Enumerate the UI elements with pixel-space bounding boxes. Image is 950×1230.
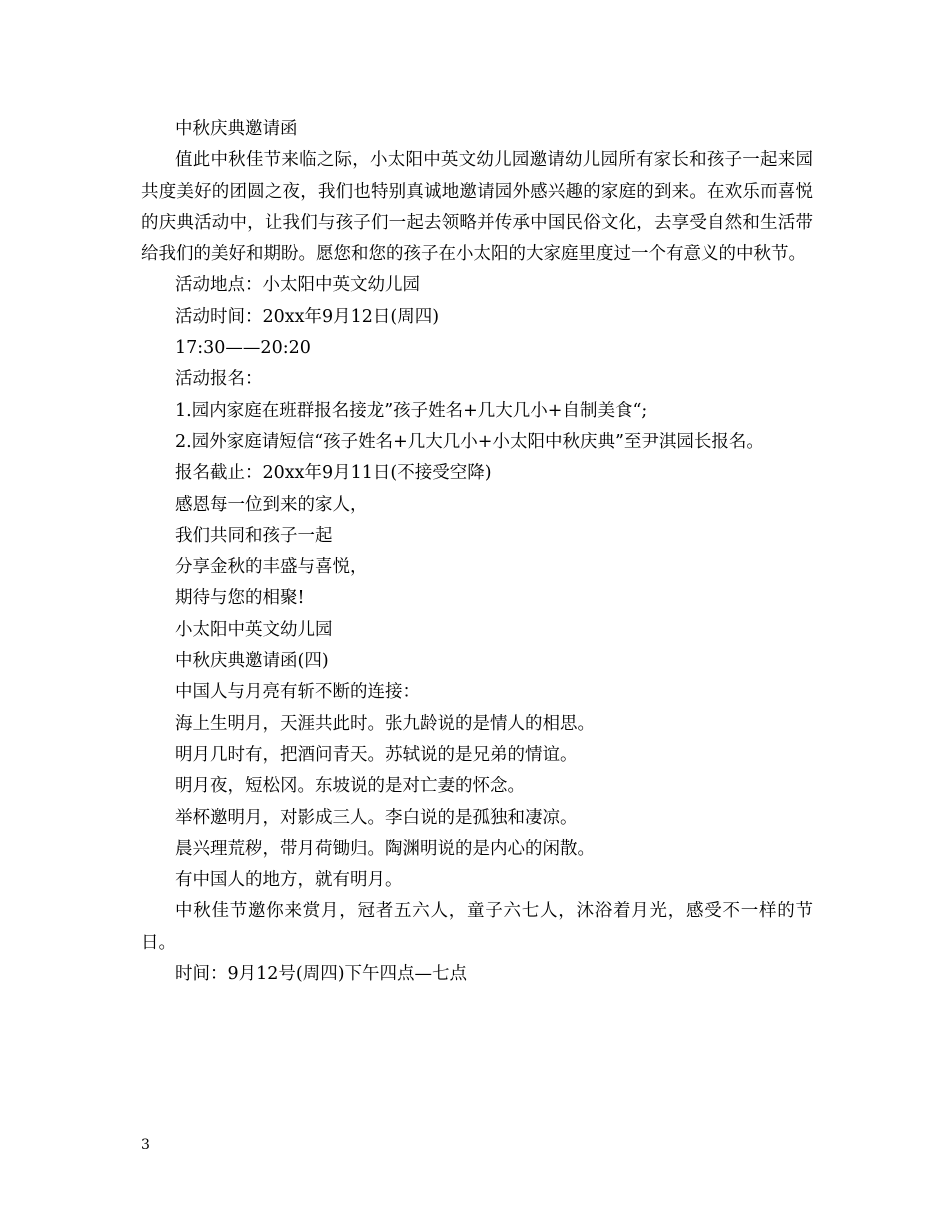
paragraph-invitation: 中秋佳节邀你来赏月，冠者五六人，童子六七人，沐浴着月光，感受不一样的节日。 <box>141 901 813 953</box>
paragraph-registration-1: 1.园内家庭在班群报名接龙”孩子姓名+几大几小+自制美食“; <box>175 400 648 421</box>
paragraph-poem-5: 晨兴理荒秽，带月荷锄归。陶渊明说的是内心的闲散。 <box>175 838 595 859</box>
paragraph-deadline: 报名截止：20xx年9月11日(不接受空降) <box>175 463 492 484</box>
paragraph-date: 活动时间：20xx年9月12日(周四) <box>175 306 440 327</box>
paragraph-moon-summary: 有中国人的地方，就有明月。 <box>175 870 403 891</box>
page-number: 3 <box>141 1137 150 1153</box>
paragraph-moon-intro: 中国人与月亮有斩不断的连接： <box>175 682 420 703</box>
paragraph-signature: 小太阳中英文幼儿园 <box>175 619 333 640</box>
paragraph-location: 活动地点：小太阳中英文幼儿园 <box>175 275 420 296</box>
paragraph-thanks-4: 期待与您的相聚! <box>175 588 305 609</box>
paragraph-title: 中秋庆典邀请函 <box>175 119 298 139</box>
paragraph-registration-2: 2.园外家庭请短信“孩子姓名+几大几小+小太阳中秋庆典”至尹淇园长报名。 <box>175 431 764 452</box>
paragraph-intro: 值此中秋佳节来临之际，小太阳中英文幼儿园邀请幼儿园所有家长和孩子一起来园共度美好的团圆之夜，我们也特别真诚地邀请园外感兴趣的家庭的到来。在欢乐而喜悦的庆典活动中，让我们与孩子们一起去领略并传承中国民俗文化，去享受自然和生活带给我们的美好和期盼。愿您和您的孩子在小太阳的大家庭里度过一个有意义的中秋节。 <box>141 150 813 265</box>
paragraph-event-time: 时间：9月12号(周四)下午四点—七点 <box>175 964 468 985</box>
paragraph-thanks-3: 分享金秋的丰盛与喜悦， <box>175 557 368 578</box>
paragraph-thanks-1: 感恩每一位到来的家人， <box>175 494 368 515</box>
paragraph-thanks-2: 我们共同和孩子一起 <box>175 525 333 546</box>
paragraph-poem-3: 明月夜，短松冈。东坡说的是对亡妻的怀念。 <box>175 776 525 797</box>
paragraph-title-4: 中秋庆典邀请函(四) <box>175 651 329 672</box>
paragraph-time: 17:30——20:20 <box>175 338 311 359</box>
paragraph-poem-1: 海上生明月，天涯共此时。张九龄说的是情人的相思。 <box>175 713 595 734</box>
paragraph-registration: 活动报名： <box>175 369 263 390</box>
document-body <box>141 114 813 990</box>
paragraph-poem-4: 举杯邀明月，对影成三人。李白说的是孤独和凄凉。 <box>175 807 578 828</box>
paragraph-poem-2: 明月几时有，把酒问青天。苏轼说的是兄弟的情谊。 <box>175 744 578 765</box>
